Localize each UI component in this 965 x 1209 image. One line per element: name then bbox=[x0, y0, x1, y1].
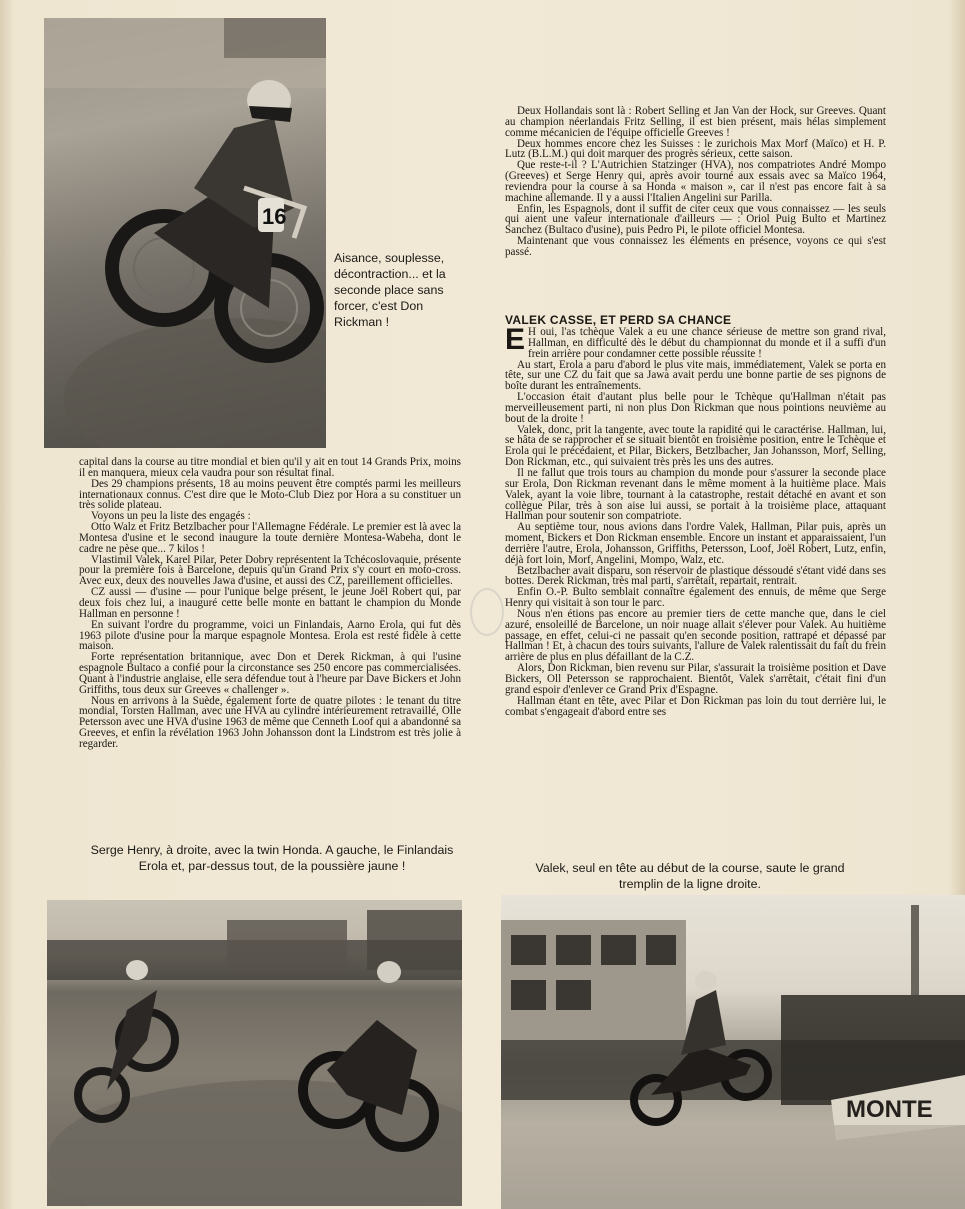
paragraph: Hallman étant en tête, avec Pilar et Don Rickman pas loin du tout derrière lui, le combat s'engageait d'abord entre ses bbox=[505, 694, 886, 718]
rickman-caption bbox=[334, 250, 466, 330]
paragraph: Que reste-t-il ? L'Autrichien Statzinger (HVA), nos compatriotes André Mompo (Greeves) et Serge Henry qui, après avoir tourné aux essais avec sa Maïco 1964, reviendra pour la course à sa Honda « maison », car il n'est pas encore fait à sa machine allemande. Il y a aussi l'Italien Angelini sur Parilla. bbox=[505, 159, 886, 204]
valek-caption bbox=[530, 860, 850, 892]
paragraph: Des 29 champions présents, 18 au moins peuvent être comptés parmi les meilleurs internationaux connus. C'est dire que le Moto-Club Diez por Hora a su constituer un très solide plateau. bbox=[79, 477, 461, 512]
rider-number: 16 bbox=[262, 204, 287, 229]
paragraph: Au start, Erola a paru d'abord le plus vite mais, immédiatement, Valek se porta en tête, sur une CZ du fait que sa Jawa avait perdu une bonne partie de ses pignons de boîte durant les entraînements. bbox=[505, 358, 886, 393]
banner-text: MONTE bbox=[846, 1096, 933, 1123]
right-column-main bbox=[505, 323, 886, 718]
drop-cap: E bbox=[505, 323, 526, 356]
paragraph: Au septième tour, nous avions dans l'ordre Valek, Hallman, Pilar puis, après un moment, Bickers et Don Rickman ensemble. Encore un instant et apparaissaient, l'un derrière l'autre, Erola, Johansson, Griffiths, Petersson, Loof, Joël Robert, Lutz, enfin, déjà fort loin, Morf, Angelini, Mompo, Walz, etc. bbox=[505, 521, 886, 566]
paragraph: Deux Hollandais sont là : Robert Selling et Jan Van der Hock, sur Greeves. Quant au champion néerlandais Fritz Selling, il est bien présent, mais hélas simplement comme mécanicien de l'équipe officielle Greeves ! bbox=[505, 105, 886, 139]
paragraph: Forte représentation britannique, avec Don et Derek Rickman, à qui l'usine espagnole Bultaco a confié pour la circonstance ses 250 encore pas commercialisées. Quant à l'industrie anglaise, elle sera défendue tout à l'heure par Dave Bickers et John Griffiths, tous deux sur Greeves « challenger ». bbox=[79, 651, 461, 696]
paragraph: Otto Walz et Fritz Betzlbacher pour l'Allemagne Fédérale. Le premier est là avec la Montesa d'usine et le second inaugure la toute dernière Montesa-Wabeha, dont le cadre ne pèse que... 7 kilos ! bbox=[79, 521, 461, 555]
henry-erola-photo bbox=[47, 900, 462, 1206]
paragraph: Voyons un peu la liste des engagés : bbox=[91, 510, 251, 523]
paragraph: L'occasion était d'autant plus belle pour le Tchèque qu'Hallman n'était pas merveilleusement parti, ni non plus Don Rickman que nous pointions neuvième au bout de la droite ! bbox=[505, 391, 886, 425]
paragraph: Il ne fallut que trois tours au champion du monde pour s'assurer la seconde place sur Erola, Don Rickman revenant dans le même moment à la huitième place. Mais Valek, ayant la voie libre, tournant à la catastrophe, restait détaché en avant et son collègue Pilar, très à son aise lui aussi, se portait à la troisième place, attaquant Hallman pour soutenir son compatriote. bbox=[505, 466, 886, 523]
valek-jump-photo bbox=[501, 895, 965, 1209]
paragraph: CZ aussi — d'usine — pour l'unique belge présent, le jeune Joël Robert qui, par deux fois chez lui, a inauguré cette belle monte en battant le champion du Monde Hallman en personne ! bbox=[79, 586, 461, 620]
paragraph: Valek, donc, prit la tangente, avec toute la rapidité qui le caractérise. Hallman, lui, se hâta de se rapprocher et se situait bientôt en troisième position, entre le Tchèque et Erola qui le précédaient, et Pilar, Bickers, Betzlbacher, Jan Johansson, Morf, Selling, Don Rickman, etc., qui suivaient très près les uns des autres. bbox=[505, 423, 886, 469]
paragraph: Enfin, les Espagnols, dont il suffit de citer ceux que vous connaissez — les seuls qui aient une valeur internationale d'ailleurs — : Oriol Puig Bulto et Martinez Sanchez (Bultaco d'usine), puis Pedro Pi, le pilote officiel Montesa. bbox=[505, 202, 886, 237]
lead-paragraph bbox=[505, 323, 886, 360]
rickman-photo bbox=[44, 18, 326, 448]
paragraph: capital dans la course au titre mondial et bien qu'il y ait en tout 14 Grands Prix, moins il en manquera, mieux cela vaudra pour son résultat final. bbox=[79, 456, 461, 479]
henry-caption-text: Serge Henry, à droite, avec la twin Honda. A gauche, le Finlandais Erola et, par-dessus tout, de la poussière jaune ! bbox=[90, 843, 454, 873]
rickman-caption-text: Aisance, souplesse, décontraction... et la seconde place sans forcer, c'est Don Rickman ! bbox=[334, 251, 446, 329]
paragraph: Vlastimil Valek, Karel Pilar, Peter Dobry représentent la Tchécoslovaquie, présente pour la première fois à Barcelone, depuis qu'un Grand Prix s'y court en moto-cross. Avec eux, deux des nouvelles Jawa d'usine, et aussi des CZ, pareillement officielles. bbox=[79, 553, 461, 588]
left-column bbox=[79, 457, 461, 750]
section-headline: VALEK CASSE, ET PERD SA CHANCE bbox=[505, 313, 732, 327]
paragraph: Alors, Don Rickman, bien revenu sur Pilar, s'assurait la troisième position et Dave Bickers, Oll Petersson se rapprochaient. Bientôt, Valek s'arrêtait, c'était fini d'un grand espoir d'enlever ce Grand Prix d'Espagne. bbox=[505, 662, 886, 696]
paragraph: Enfin O.-P. Bulto semblait connaître également des ennuis, de même que Serge Henry qui visitait à son tour le parc. bbox=[505, 586, 886, 610]
paragraph: Nous en arrivons à la Suède, également forte de quatre pilotes : le tenant du titre mondial, Torsten Hallman, avec une HVA au cylindre intérieurement retravaillé, Olle Petersson avec une HVA d'usine 1963 de même que Cenneth Loof qui a abandonné sa Greeves, et enfin la révélation 1963 John Johansson dont la Lindstrom est très jolie à regarder. bbox=[79, 694, 461, 750]
henry-caption bbox=[86, 842, 458, 874]
stamp-mark bbox=[470, 588, 504, 636]
paragraph: Nous n'en étions pas encore au premier tiers de cette manche que, dans le ciel azuré, ensoleillé de Barcelone, un noir nuage allait s'élever pour Valek. Au huitième passage, en effet, celui-ci ne passait qu'en seconde position, rattrapé et dépassé par Hallman ! Et, à chacun des tours suivants, l'allure de Valek ralentissait du fait du frein arrière de plus en plus défaillant de la C.Z. bbox=[505, 607, 886, 664]
paragraph: Maintenant que vous connaissez les éléments en présence, voyons ce qui s'est passé. bbox=[505, 235, 886, 258]
valek-caption-text: Valek, seul en tête au début de la course, saute le grand tremplin de la ligne droite. bbox=[535, 861, 845, 891]
lead-text: H oui, l'as tchèque Valek a eu une chance sérieuse de mettre son grand rival, Hallman, en difficulté dès le début du championnat du monde et il a suffi d'un frein arrière pour condamner cette possible réussite ! bbox=[528, 326, 886, 360]
right-column-top bbox=[505, 106, 886, 258]
paragraph: Betzlbacher avait disparu, son réservoir de plastique déssoudé s'étant vidé dans ses bottes. Derek Rickman, très mal parti, s'arrêtait, repartait, rentrait. bbox=[505, 564, 886, 588]
paragraph: En suivant l'ordre du programme, voici un Finlandais, Aarno Erola, qui fut dès 1963 pilote d'usine pour la marque espagnole Montesa. Erola est resté fidèle à cette maison. bbox=[79, 618, 461, 653]
paragraph: Deux hommes encore chez les Suisses : le zurichois Max Morf (Maïco) et H. P. Lutz (B.L.M.) qui doit marquer des progrès sérieux, cette saison. bbox=[505, 137, 886, 161]
